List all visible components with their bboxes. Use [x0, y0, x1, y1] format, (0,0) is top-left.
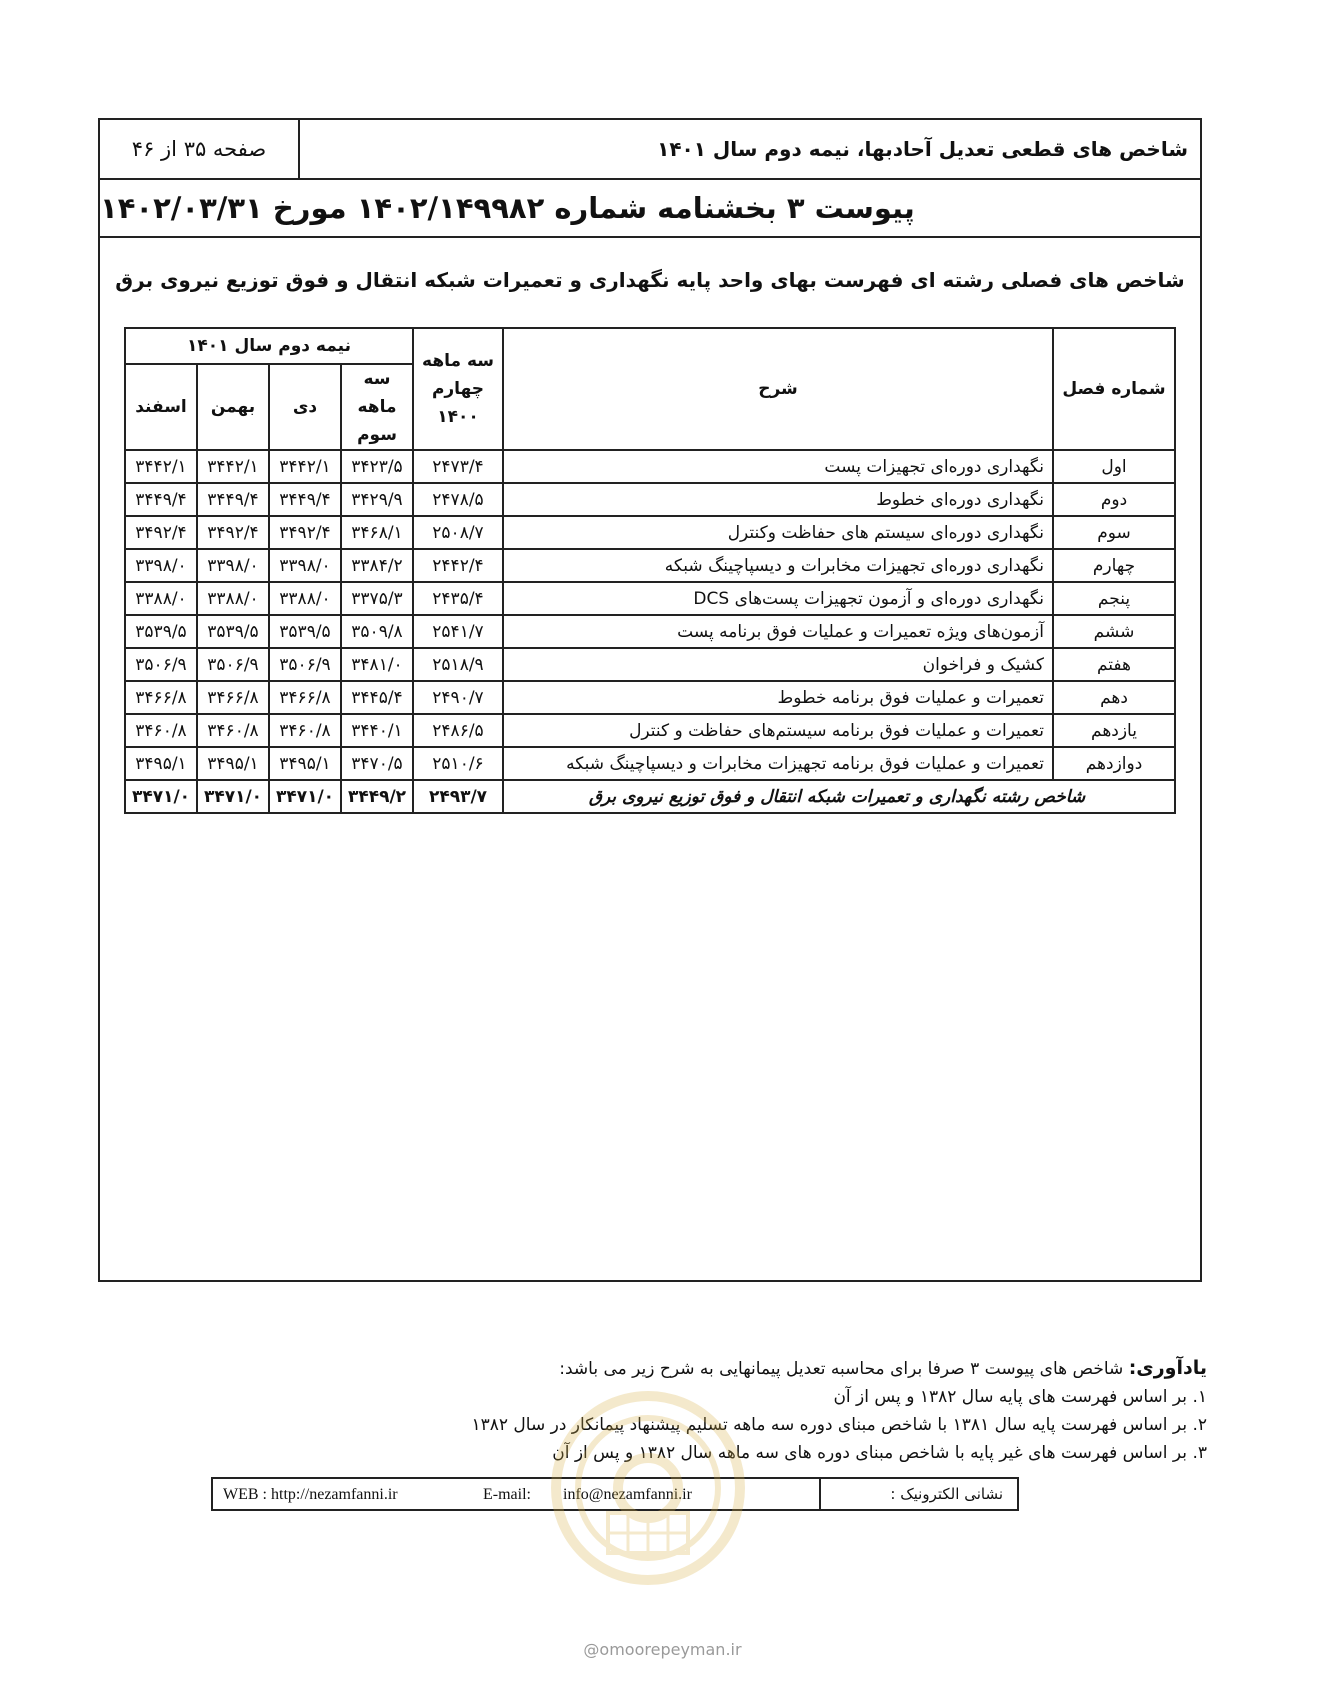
q3-cell: ۳۳۷۵/۳: [341, 582, 413, 615]
esfand-cell: ۳۴۶۶/۸: [125, 681, 197, 714]
dey-cell: ۳۴۶۰/۸: [269, 714, 341, 747]
dey-cell: ۳۴۶۶/۸: [269, 681, 341, 714]
page-number: صفحه ۳۵ از ۴۶: [100, 120, 300, 178]
q3-cell: ۳۴۸۱/۰: [341, 648, 413, 681]
notes-section: [307, 1354, 1207, 1467]
email-label: E-mail:: [483, 1486, 531, 1503]
q3-cell: ۳۴۲۹/۹: [341, 483, 413, 516]
q3-cell: ۳۴۴۵/۴: [341, 681, 413, 714]
bahman-cell: ۳۵۰۶/۹: [197, 648, 269, 681]
bahman-cell: ۳۴۹۲/۴: [197, 516, 269, 549]
table-row: [125, 582, 1175, 615]
esfand-cell: ۳۴۴۹/۴: [125, 483, 197, 516]
index-table: [124, 327, 1176, 814]
table-row: [125, 483, 1175, 516]
chapter-cell: دوم: [1053, 483, 1175, 516]
chapter-cell: اول: [1053, 450, 1175, 483]
bahman-cell: ۳۳۸۸/۰: [197, 582, 269, 615]
notes-title: یادآوری:: [1128, 1357, 1207, 1379]
q4-cell: ۲۴۹۰/۷: [413, 681, 503, 714]
chapter-cell: چهارم: [1053, 549, 1175, 582]
description-cell: نگهداری دوره‌ای تجهیزات مخابرات و دیسپاچینگ شبکه: [503, 549, 1053, 582]
q3-cell: ۳۴۴۰/۱: [341, 714, 413, 747]
chapter-cell: یازدهم: [1053, 714, 1175, 747]
header-row: [100, 120, 1200, 180]
description-cell: تعمیرات و عملیات فوق برنامه سیستم‌های حفاظت و کنترل: [503, 714, 1053, 747]
q4-cell: ۲۵۱۸/۹: [413, 648, 503, 681]
chapter-cell: پنجم: [1053, 582, 1175, 615]
q4-cell: ۲۴۴۲/۴: [413, 549, 503, 582]
table-row: [125, 450, 1175, 483]
q4-cell: ۲۵۰۸/۷: [413, 516, 503, 549]
chapter-cell: سوم: [1053, 516, 1175, 549]
total-esfand-cell: ۳۴۷۱/۰: [125, 780, 197, 813]
bahman-cell: ۳۴۶۶/۸: [197, 681, 269, 714]
dey-cell: ۳۴۹۲/۴: [269, 516, 341, 549]
web-link[interactable]: WEB : http://nezamfanni.ir: [223, 1486, 398, 1503]
dey-cell: ۳۴۹۵/۱: [269, 747, 341, 780]
q4-cell: ۲۴۷۸/۵: [413, 483, 503, 516]
header-half-year: نیمه دوم سال ۱۴۰۱: [125, 328, 413, 364]
description-cell: تعمیرات و عملیات فوق برنامه تجهیزات مخابرات و دیسپاچینگ شبکه: [503, 747, 1053, 780]
header-description: شرح: [503, 328, 1053, 450]
total-q4-cell: ۲۴۹۳/۷: [413, 780, 503, 813]
q3-cell: ۳۴۲۳/۵: [341, 450, 413, 483]
header-chapter: شماره فصل: [1053, 328, 1175, 450]
table-row: [125, 615, 1175, 648]
document-frame: [98, 118, 1202, 1282]
table-row: [125, 516, 1175, 549]
total-bahman-cell: ۳۴۷۱/۰: [197, 780, 269, 813]
description-cell: آزمون‌های ویژه تعمیرات و عملیات فوق برنامه پست: [503, 615, 1053, 648]
total-row: [125, 780, 1175, 813]
table-row: [125, 681, 1175, 714]
watermark-handle: @omoorepeyman.ir: [583, 1640, 742, 1659]
dey-cell: ۳۴۴۹/۴: [269, 483, 341, 516]
header-esfand: اسفند: [125, 364, 197, 450]
total-dey-cell: ۳۴۷۱/۰: [269, 780, 341, 813]
header-bahman: بهمن: [197, 364, 269, 450]
table-row: [125, 747, 1175, 780]
dey-cell: ۳۵۳۹/۵: [269, 615, 341, 648]
dey-cell: ۳۳۹۸/۰: [269, 549, 341, 582]
bahman-cell: ۳۴۶۰/۸: [197, 714, 269, 747]
esfand-cell: ۳۴۶۰/۸: [125, 714, 197, 747]
description-cell: نگهداری دوره‌ای و آزمون تجهیزات پست‌های DCS: [503, 582, 1053, 615]
dey-cell: ۳۳۸۸/۰: [269, 582, 341, 615]
esfand-cell: ۳۳۸۸/۰: [125, 582, 197, 615]
header-q4: سه ماهه چهارم ۱۴۰۰: [413, 328, 503, 450]
table-row: [125, 714, 1175, 747]
chapter-cell: دهم: [1053, 681, 1175, 714]
dey-cell: ۳۴۴۲/۱: [269, 450, 341, 483]
table-row: [125, 549, 1175, 582]
watermark-seal-icon: [548, 1383, 748, 1593]
description-cell: تعمیرات و عملیات فوق برنامه خطوط: [503, 681, 1053, 714]
chapter-cell: دوازدهم: [1053, 747, 1175, 780]
header-dey: دی: [269, 364, 341, 450]
bahman-cell: ۳۴۴۲/۱: [197, 450, 269, 483]
chapter-cell: ششم: [1053, 615, 1175, 648]
note-item-3: ۳. بر اساس فهرست های غیر پایه با شاخص مبنای دوره های سه ماهه سال ۱۳۸۲ و پس از آن: [552, 1443, 1207, 1463]
attachment-title: پیوست ۳ بخشنامه شماره ۱۴۰۲/۱۴۹۹۸۲ مورخ ۱۴۰۲/۰۳/۳۱: [100, 180, 1200, 238]
email-link[interactable]: info@nezamfanni.ir: [563, 1486, 692, 1503]
total-description: شاخص رشته نگهداری و تعمیرات شبکه انتقال و فوق توزیع نیروی برق: [503, 780, 1175, 813]
description-cell: نگهداری دوره‌ای خطوط: [503, 483, 1053, 516]
q4-cell: ۲۵۴۱/۷: [413, 615, 503, 648]
contact-label: نشانی الکترونیک :: [819, 1479, 1017, 1509]
description-cell: نگهداری دوره‌ای تجهیزات پست: [503, 450, 1053, 483]
esfand-cell: ۳۴۹۲/۴: [125, 516, 197, 549]
description-cell: کشیک و فراخوان: [503, 648, 1053, 681]
chapter-cell: هفتم: [1053, 648, 1175, 681]
q3-cell: ۳۴۶۸/۱: [341, 516, 413, 549]
table-subtitle: شاخص های فصلی رشته ای فهرست بهای واحد پایه نگهداری و تعمیرات شبکه انتقال و فوق توزیع نیروی برق: [115, 268, 1185, 292]
dey-cell: ۳۵۰۶/۹: [269, 648, 341, 681]
notes-intro: شاخص های پیوست ۳ صرفا برای محاسبه تعدیل پیمانهایی به شرح زیر می باشد:: [559, 1359, 1124, 1379]
bahman-cell: ۳۵۳۹/۵: [197, 615, 269, 648]
bahman-cell: ۳۴۹۵/۱: [197, 747, 269, 780]
description-cell: نگهداری دوره‌ای سیستم های حفاظت وکنترل: [503, 516, 1053, 549]
bahman-cell: ۳۳۹۸/۰: [197, 549, 269, 582]
bahman-cell: ۳۴۴۹/۴: [197, 483, 269, 516]
esfand-cell: ۳۵۳۹/۵: [125, 615, 197, 648]
q4-cell: ۲۴۸۶/۵: [413, 714, 503, 747]
esfand-cell: ۳۵۰۶/۹: [125, 648, 197, 681]
q3-cell: ۳۵۰۹/۸: [341, 615, 413, 648]
q4-cell: ۲۵۱۰/۶: [413, 747, 503, 780]
total-q3-cell: ۳۴۴۹/۲: [341, 780, 413, 813]
note-item-2: ۲. بر اساس فهرست پایه سال ۱۳۸۱ با شاخص مبنای دوره سه ماهه تسلیم پیشنهاد پیمانکار در سال ۱۳۸۲: [471, 1415, 1207, 1435]
note-item-1: ۱. بر اساس فهرست های پایه سال ۱۳۸۲ و پس از آن: [833, 1387, 1207, 1407]
header-q3: سه ماهه سوم: [341, 364, 413, 450]
document-title: شاخص های قطعی تعدیل آحادبها، نیمه دوم سال ۱۴۰۱: [657, 137, 1188, 161]
q3-cell: ۳۳۸۴/۲: [341, 549, 413, 582]
q3-cell: ۳۴۷۰/۵: [341, 747, 413, 780]
esfand-cell: ۳۴۹۵/۱: [125, 747, 197, 780]
esfand-cell: ۳۴۴۲/۱: [125, 450, 197, 483]
esfand-cell: ۳۳۹۸/۰: [125, 549, 197, 582]
q4-cell: ۲۴۷۳/۴: [413, 450, 503, 483]
q4-cell: ۲۴۳۵/۴: [413, 582, 503, 615]
table-row: [125, 648, 1175, 681]
